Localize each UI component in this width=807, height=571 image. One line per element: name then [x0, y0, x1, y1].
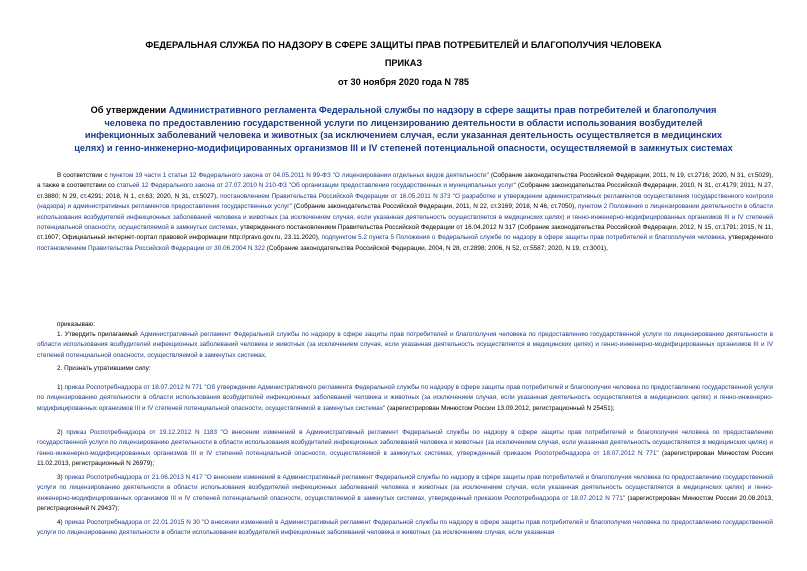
order-417-link[interactable]: приказ Роспотребнадзора от 21.06.2013 N 417 "О внесении изменений в Административный регламент Федеральной службы по надзору в сфере защиты прав потребителей и благополучия человека по предоставлению государственной услуги по лицензированию деятельности в области использования возбудителей инфекционных заболеваний человека и животных (за исключением случая, если указанная деятельность осуществляется в медицинских целях) и генно-инженерно-модифицированных организмов III и IV степеней потенциальной опасности, осуществляемой в замкнутых системах, утвержденный приказом Роспотребнадзора от 18.07.2012 N 771": [37, 474, 773, 502]
order-771-link[interactable]: приказ Роспотребнадзора от 18.07.2012 N 771 "Об утверждении Административного регламента Федеральной службы по надзору в сфере защиты прав потребителей и благополучия человека по предоставлению государственной услуги по лицензированию деятельности в области использования возбудителей инфекционных заболеваний человека и животных (за исключением случая, если указанная деятельность осуществляется в медицинских целях) и генно-инженерно-модифицированных организмов III и IV степеней потенциальной опасности, осуществляемой в замкнутых системах": [37, 384, 773, 412]
law-210-fz-link[interactable]: статьей 12 Федерального закона от 27.07.2010 N 210-ФЗ "Об организации предоставления государственных и муниципальных услуг": [116, 182, 517, 190]
preamble-text-7: (Собрание законодательства Российской Федерации, 2004, N 28, ст.2898; 2006, N 52, ст.5587; 2020, N 19, ст.3001),: [264, 244, 608, 252]
preamble-text-4: (Собрание законодательства Российской Федерации, 2011, N 22, ст.3169; 2018, N 46, ст.7050),: [291, 203, 578, 211]
title-prefix: Об утверждении: [90, 105, 169, 115]
repealed-1-num: 1): [57, 384, 65, 391]
repealed-item-1: [37, 383, 773, 414]
preamble-text-2: (Собрание законодательства Российской Федерации, 2011, N 19, ст.2716; 2020, N 31, ст.5029), а также в соответствии со: [37, 172, 774, 190]
preamble-text-1: В соответствии с: [57, 172, 110, 179]
repealed-4-num: 4): [57, 519, 65, 526]
order-30-link[interactable]: приказ Роспотребнадзора от 22.01.2015 N 30 "О внесении изменений в Административный регламент Федеральной службы по надзору в сфере защиты прав потребителей и благополучия человека по предоставлению государственной услуги по лицензированию деятельности в области использования возбудителей инфекционных заболеваний человека и животных (за исключением случая, если указанная: [37, 519, 773, 537]
law-99-fz-link[interactable]: пунктом 19 части 1 статьи 12 Федерального закона от 04.05.2011 N 99-ФЗ "О лицензировании отдельных видов деятельности": [109, 172, 489, 179]
item-2-paragraph: 2. Признать утратившими силу:: [57, 365, 151, 372]
order-word: приказываю:: [57, 321, 95, 328]
regulation-317-link[interactable]: пунктом 2 Положения о лицензировании деятельности в области использования возбудителей инфекционных заболеваний человека и животных (за исключением случая, если указанная деятельность осуществляется в медицинских целях) и генно-инженерно-модифицированных организмов III и IV степеней потенциальной опасности, осуществляемой в замкнутых системах: [37, 203, 773, 232]
repealed-item-3: [37, 473, 773, 515]
repealed-1-reg: (зарегистрирован Минюстом России 13.09.2012, регистрационный N 25451);: [385, 404, 615, 412]
subclause-5-2-link[interactable]: подпунктом 5.2 пункта 5 Положения о Федеральной службе по надзору в сфере защиты прав потребителей и благополучия человека: [321, 234, 725, 242]
item-1-text-2: .: [264, 351, 267, 359]
document-date-number: от 30 ноября 2020 года N 785: [338, 77, 469, 87]
repealed-2-num: 2): [57, 429, 67, 436]
issuing-organization: ФЕДЕРАЛЬНАЯ СЛУЖБА ПО НАДЗОРУ В СФЕРЕ ЗАЩИТЫ ПРАВ ПОТРЕБИТЕЛЕЙ И БЛАГОПОЛУЧИЯ ЧЕЛОВЕКА: [145, 40, 662, 50]
document-kind: ПРИКАЗ: [384, 58, 423, 68]
repealed-item-2: [37, 428, 773, 470]
preamble-text-3: (Собрание законодательства Российской Федерации, 2010, N 31, ст.4179; 2011, N 27, ст.3880; N 29, ст.4291; 2018, N 1, ст.63; 2020, N 31, ст.5027),: [37, 182, 773, 200]
regulation-approved-link[interactable]: Административный регламент Федеральной службы по надзору в сфере защиты прав потребителей и благополучия человека по предоставлению государственной услуги по лицензированию деятельности в области использования возбудителей инфекционных заболеваний человека и животных (за исключением случая, если указанная деятельность осуществляется в медицинских целях) и генно-инженерно-модифицированных организмов III и IV степеней потенциальной опасности, осуществляемой в замкнутых системах: [37, 331, 773, 359]
repealed-3-reg: (зарегистрирован Минюстом России 20.08.2013, регистрационный N 29437);: [37, 494, 773, 513]
repealed-2-reg: (зарегистрирован Минюстом России 11.02.2013, регистрационный N 26979);: [37, 449, 773, 468]
repealed-item-4: [37, 518, 773, 539]
resolution-322-link[interactable]: постановлением Правительства Российской Федерации от 30.06.2004 N 322: [37, 244, 265, 252]
preamble-paragraph: [37, 171, 773, 254]
document-title: [70, 104, 737, 154]
item-1-text-1: 1. Утвердить прилагаемый: [57, 331, 141, 338]
order-1183-link[interactable]: приказ Роспотребнадзора от 19.12.2012 N 1183 "О внесении изменений в Административный регламент Федеральной службы по надзору в сфере защиты прав потребителей и благополучия человека по предоставлению государственной услуги по лицензированию деятельности в области использования возбудителей инфекционных заболеваний человека и животных (за исключением случая, если указанная деятельность осуществляется в медицинских целях) и генно-инженерно-модифицированных организмов III и IV степеней потенциальной опасности, осуществляемой в замкнутых системах, утвержденный приказом Роспотребнадзора от 18.07.2012 N 771": [37, 429, 773, 457]
preamble-text-5: , утвержденного постановлением Правительства Российской Федерации от 16.04.2012 N 317 (Собрание законодательства Российской Федерации, 2012, N 15, ст.1791; 2015, N 11, ст.1607; Официальный интернет-портал правовой информации http://pravo.gov.ru, 23.11.2020),: [37, 224, 774, 242]
item-1-paragraph: [37, 330, 773, 361]
preamble-text-6: , утвержденного: [724, 234, 773, 242]
title-link[interactable]: Административного регламента Федеральной службы по надзору в сфере защиты прав потребителей и благополучия человека по предоставлению государственной услуги по лицензированию деятельности в области использования возбудителей инфекционных заболеваний человека и животных (за исключением случая, если указанная деятельность осуществляется в медицинских целях) и генно-инженерно-модифицированных организмов III и IV степеней потенциальной опасности, осуществляемой в замкнутых системах: [74, 105, 733, 153]
repealed-3-num: 3): [57, 474, 65, 481]
resolution-373-link[interactable]: постановлением Правительства Российской Федерации от 16.05.2011 N 373 "О разработке и утверждении административных регламентов осуществления государственного контроля (надзора) и административных регламентов предоставления государственных услуг": [37, 192, 773, 211]
